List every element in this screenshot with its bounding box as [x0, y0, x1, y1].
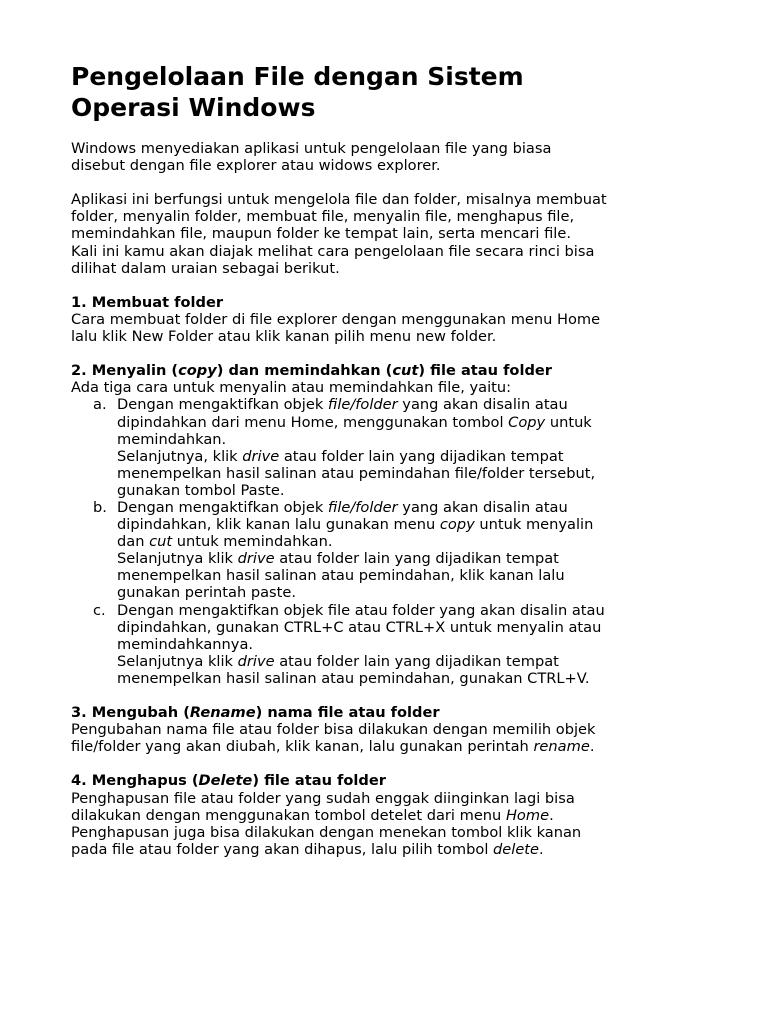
text-line: dilihat dalam uraian sebagai berikut.	[71, 259, 340, 277]
text-line: Ada tiga cara untuk menyalin atau memindahkan file, yaitu:	[71, 379, 512, 397]
text-line: dipindahkan, klik kanan lalu gunakan menu copy untuk menyalin	[117, 516, 594, 534]
text-line: Pengubahan nama file atau folder bisa dilakukan dengan memilih objek	[71, 721, 596, 739]
intro-paragraph	[71, 140, 711, 174]
section-rename	[71, 704, 711, 755]
text-line: folder, menyalin folder, membuat file, menyalin file, menghapus file,	[71, 208, 575, 226]
title-line: Operasi Windows	[71, 93, 316, 122]
text-line: dipindahkan, gunakan CTRL+C atau CTRL+X untuk menyalin atau	[117, 618, 602, 636]
text-line: memindahkan.	[117, 430, 227, 448]
text-line: file/folder yang akan diubah, klik kanan, lalu gunakan perintah rename.	[71, 738, 595, 756]
text-line: Selanjutnya klik drive atau folder lain yang dijadikan tempat	[117, 652, 559, 670]
text-line: Cara membuat folder di file explorer dengan menggunakan menu Home	[71, 310, 601, 328]
list-item	[71, 499, 711, 602]
section-create-folder	[71, 294, 711, 345]
list-marker: b.	[93, 498, 107, 516]
text-line: Selanjutnya, klik drive atau folder lain yang dijadikan tempat	[117, 447, 564, 465]
title-line: Pengelolaan File dengan Sistem	[71, 62, 524, 91]
section-heading: 2. Menyalin (copy) dan memindahkan (cut) file atau folder	[71, 362, 553, 380]
section-heading: 1. Membuat folder	[71, 293, 224, 311]
text-line: Penghapusan file atau folder yang sudah enggak diinginkan lagi bisa	[71, 789, 575, 807]
text-line: menempelkan hasil salinan atau pemindahan, klik kanan lalu	[117, 567, 565, 585]
text-line: dilakukan dengan menggunakan tombol detelet dari menu Home.	[71, 806, 554, 824]
text-line: pada file atau folder yang akan dihapus, lalu pilih tombol delete.	[71, 840, 544, 858]
text-line: Dengan mengaktifkan objek file/folder yang akan disalin atau	[117, 396, 568, 414]
section-copy-move	[71, 362, 711, 687]
text-line: lalu klik New Folder atau klik kanan pilih menu new folder.	[71, 328, 497, 346]
list-marker: c.	[93, 601, 106, 619]
text-line: menempelkan hasil salinan atau pemindahan file/folder tersebut,	[117, 464, 596, 482]
text-line: memindahkan file, maupun folder ke tempat lain, serta mencari file.	[71, 225, 571, 243]
text-line: Dengan mengaktifkan objek file atau folder yang akan disalin atau	[117, 601, 605, 619]
intro-paragraph	[71, 191, 711, 276]
list-marker: a.	[93, 396, 107, 414]
text-line: disebut dengan file explorer atau widows explorer.	[71, 157, 441, 175]
text-line: memindahkannya.	[117, 635, 254, 653]
list-item	[71, 396, 711, 499]
text-line: gunakan tombol Paste.	[117, 481, 285, 499]
text-line: menempelkan hasil salinan atau pemindahan, gunakan CTRL+V.	[117, 669, 590, 687]
text-line: Windows menyediakan aplikasi untuk pengelolaan file yang biasa	[71, 140, 552, 157]
document-title	[71, 61, 711, 123]
section-heading: 4. Menghapus (Delete) file atau folder	[71, 772, 386, 790]
text-line: Penghapusan juga bisa dilakukan dengan menekan tombol klik kanan	[71, 823, 582, 841]
text-line: Dengan mengaktifkan objek file/folder yang akan disalin atau	[117, 498, 568, 516]
text-line: gunakan perintah paste.	[117, 584, 296, 602]
text-line: Kali ini kamu akan diajak melihat cara pengelolaan file secara rinci bisa	[71, 242, 595, 260]
text-line: dipindahkan dari menu Home, menggunakan tombol Copy untuk	[117, 413, 592, 431]
list-item	[71, 602, 711, 687]
section-delete	[71, 772, 711, 857]
text-line: Aplikasi ini berfungsi untuk mengelola file dan folder, misalnya membuat	[71, 191, 607, 209]
document-body	[71, 140, 711, 858]
section-heading: 3. Mengubah (Rename) nama file atau folder	[71, 704, 440, 722]
text-line: dan cut untuk memindahkan.	[117, 533, 333, 551]
text-line: Selanjutnya klik drive atau folder lain yang dijadikan tempat	[117, 550, 559, 568]
